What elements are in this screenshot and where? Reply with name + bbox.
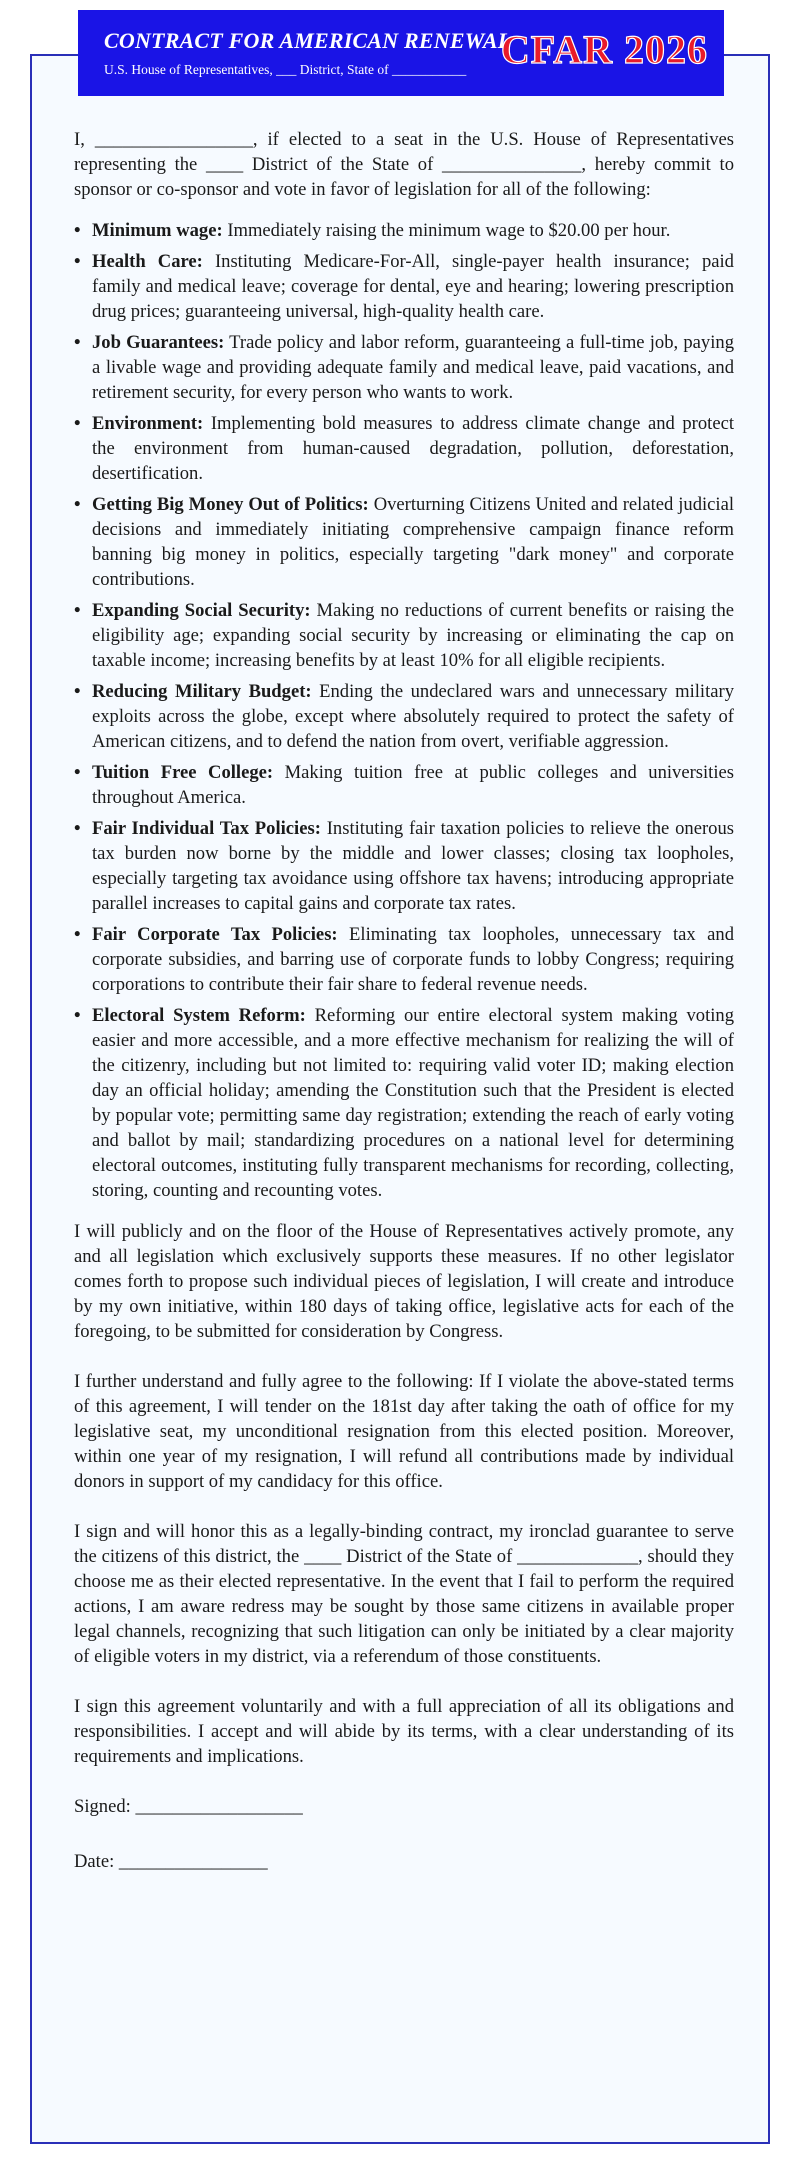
contract-guarantee-paragraph: I sign and will honor this as a legally-binding contract, my ironclad guarantee to serve the citizens of this district, the ____ District of the State of _____________, should they choose me as their elected representative. In the event that I fail to perform the required actions, I am aware redress may be sought by those same citizens in available proper legal channels, recognizing that such litigation can only be initiated by a clear majority of eligible voters in my district, via a referendum of those constituents. xyxy=(74,1521,734,1667)
item-text: Immediately raising the minimum wage to $20.00 per hour. xyxy=(227,220,671,241)
bullet-icon: • xyxy=(74,600,81,621)
item-title: Environment: xyxy=(92,413,204,434)
item-text: Reforming our entire electoral system making voting easier and more accessible, and a more effective mechanism for realizing the will of the citizenry, including but not limited to: requiring valid voter ID; making election day an official holiday; amending the Constitution such that the President is elected by popular vote; permitting same day registration; extending the reach of early voting and ballot by mail; standardizing procedures on a national level for determining electoral outcomes, instituting fully transparent mechanisms for recording, collecting, storing, counting and recounting votes. xyxy=(92,1005,735,1201)
list-item xyxy=(74,679,734,754)
list-item xyxy=(74,816,734,916)
header-banner xyxy=(78,10,724,96)
date-line: Date: ________________ xyxy=(74,1851,268,1872)
item-title: Job Guarantees: xyxy=(92,332,225,353)
bullet-icon: • xyxy=(74,220,81,241)
item-title: Expanding Social Security: xyxy=(92,600,311,621)
item-text: Overturning Citizens United and related judicial decisions and immediately initiating comprehensive campaign finance reform banning big money in politics, especially targeting "dark money" and corporate contributions. xyxy=(92,494,735,590)
item-text: Instituting fair taxation policies to relieve the onerous tax burden now borne by the middle and lower classes; closing tax loopholes, especially targeting tax avoidance using offshore tax havens; introducing appropriate parallel increases to capital gains and corporate tax rates. xyxy=(92,818,734,914)
list-item xyxy=(74,249,734,324)
item-text: Instituting Medicare-For-All, single-payer health insurance; paid family and medical leave; coverage for dental, eye and hearing; lowering prescription drug prices; guaranteeing universal, high-quality health care. xyxy=(92,251,734,322)
bullet-icon: • xyxy=(74,332,81,353)
commitment-list xyxy=(74,218,734,1203)
contract-body xyxy=(74,127,734,1874)
bullet-icon: • xyxy=(74,924,81,945)
bullet-icon: • xyxy=(74,494,81,515)
item-text: Implementing bold measures to address climate change and protect the environment from human-caused degradation, pollution, deforestation, desertification. xyxy=(92,413,734,484)
item-title: Fair Individual Tax Policies: xyxy=(92,818,321,839)
contract-title: CONTRACT FOR AMERICAN RENEWAL xyxy=(104,28,512,53)
list-item xyxy=(74,1003,734,1203)
list-item xyxy=(74,330,734,405)
list-item xyxy=(74,760,734,810)
list-item xyxy=(74,218,734,243)
signature-line: Signed: __________________ xyxy=(74,1796,303,1817)
intro-paragraph: I, _________________, if elected to a seat in the U.S. House of Representatives representing the ____ District of the State of _______________, hereby commit to sponsor or co-sponsor and vote in favor of legislation for all of the following: xyxy=(74,129,734,200)
item-title: Getting Big Money Out of Politics: xyxy=(92,494,369,515)
bullet-icon: • xyxy=(74,762,81,783)
item-title: Electoral System Reform: xyxy=(92,1005,306,1026)
item-text: Eliminating tax loopholes, unnecessary tax and corporate subsidies, and barring use of corporate funds to lobby Congress; requiring corporations to contribute their fair share to federal revenue needs. xyxy=(92,924,734,995)
list-item xyxy=(74,922,734,997)
voluntary-agreement-paragraph: I sign this agreement voluntarily and with a full appreciation of all its obligations and responsibilities. I accept and will abide by its terms, with a clear understanding of its requirements and implications. xyxy=(74,1696,734,1767)
resignation-paragraph: I further understand and fully agree to the following: If I violate the above-stated terms of this agreement, I will tender on the 181st day after taking the oath of office for my legislative seat, my unconditional resignation from this elected position. Moreover, within one year of my resignation, I will refund all contributions made by individual donors in support of my candidacy for this office. xyxy=(74,1371,734,1492)
promotion-paragraph: I will publicly and on the floor of the House of Representatives actively promote, any and all legislation which exclusively supports these measures. If no other legislator comes forth to propose such individual pieces of legislation, I will create and introduce by my own initiative, within 180 days of taking office, legislative acts for each of the foregoing, to be submitted for consideration by Congress. xyxy=(74,1221,734,1342)
bullet-icon: • xyxy=(74,413,81,434)
contract-subtitle: U.S. House of Representatives, ___ District, State of ___________ xyxy=(104,62,467,77)
bullet-icon: • xyxy=(74,681,81,702)
list-item xyxy=(74,411,734,486)
bullet-icon: • xyxy=(74,251,81,272)
bullet-icon: • xyxy=(74,1005,81,1026)
list-item xyxy=(74,598,734,673)
item-text: Ending the undeclared wars and unnecessary military exploits across the globe, except where absolutely required to protect the safety of American citizens, and to defend the nation from overt, verifiable aggression. xyxy=(92,681,735,752)
item-title: Fair Corporate Tax Policies: xyxy=(92,924,338,945)
item-title: Minimum wage: xyxy=(92,220,223,241)
bullet-icon: • xyxy=(74,818,81,839)
item-title: Reducing Military Budget: xyxy=(92,681,312,702)
item-title: Tuition Free College: xyxy=(92,762,274,783)
list-item xyxy=(74,492,734,592)
item-title: Health Care: xyxy=(92,251,203,272)
item-text: Making no reductions of current benefits or raising the eligibility age; expanding social security by increasing or eliminating the cap on taxable income; increasing benefits by at least 10% for all eligible recipients. xyxy=(92,600,734,671)
item-text: Making tuition free at public colleges and universities throughout America. xyxy=(92,762,734,808)
item-text: Trade policy and labor reform, guaranteeing a full-time job, paying a livable wage and providing adequate family and medical leave, paid vacations, and retirement security, for every person who wants to work. xyxy=(92,332,734,403)
cfar-2026-badge: CFAR 2026 xyxy=(500,27,708,72)
